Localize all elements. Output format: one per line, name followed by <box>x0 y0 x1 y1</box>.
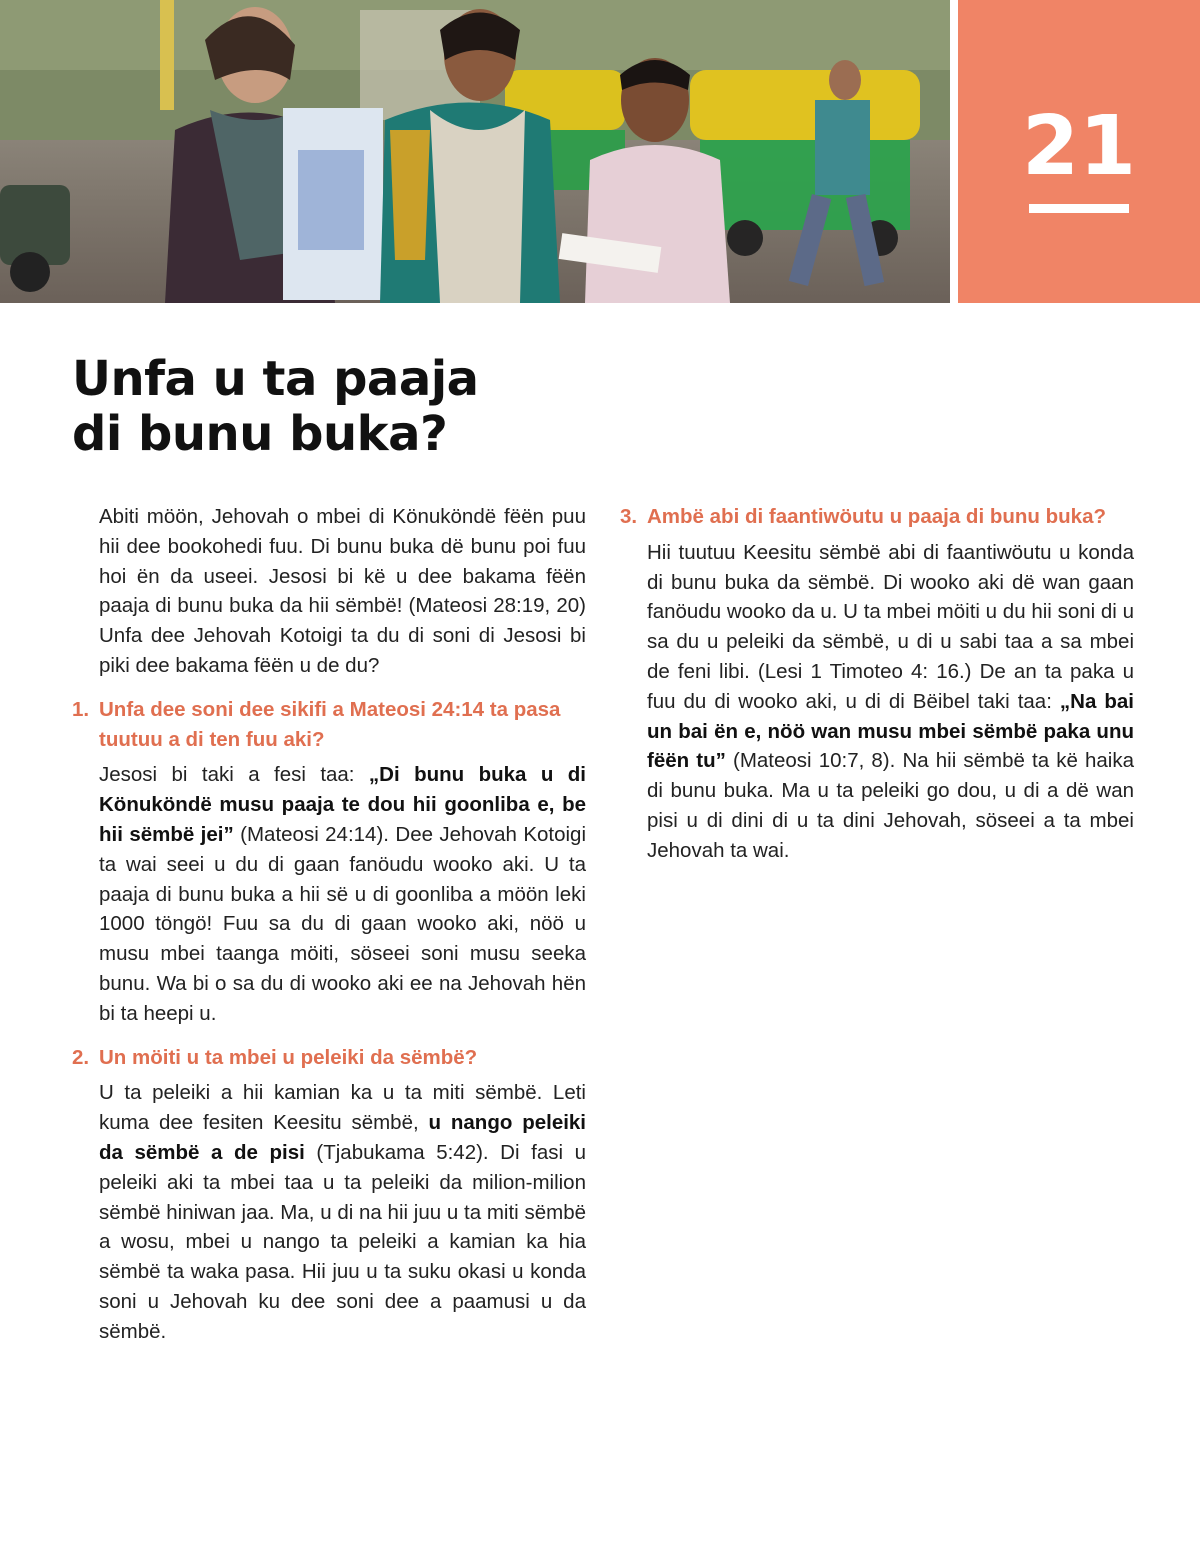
section-1-question <box>72 695 586 755</box>
section-2-number: 2. <box>72 1045 90 1069</box>
page-title <box>72 352 772 462</box>
page-title-line1: Unfa u ta paaja <box>72 351 479 407</box>
section-2-paragraph <box>99 1078 586 1346</box>
section-3-paragraph <box>647 538 1134 866</box>
section-2-text-a: U ta peleiki a hii kamian ka u ta miti sëmbë. Leti kuma dee fesiten Keesitu sëmbë, <box>99 1081 586 1135</box>
header-photo <box>0 0 950 303</box>
section-2-bold-quote: u nango peleiki da sëmbë a de pisi <box>99 1111 587 1164</box>
intro-paragraph: Abiti möön, Jehovah o mbei di Könuköndë fëën puu hii dee bookohedi fuu. Di bunu buka dë bunu poi fuu hoi ën da useei. Jesosi bi kë u dee bakama fëën paaja di bunu buka da hii sëmbë! (Mateosi 28:19, 20) Unfa dee Jehovah Kotoigi ta du di soni di Jesosi bi piki dee bakama fëën u de du? <box>99 505 586 677</box>
section-3-text-b: (Mateosi 10:7, 8). Na hii sëmbë ta kë haika di bunu buka. Ma u ta peleiki go dou, u di a dë wan pisi u di dini di u ta dini Jehovah, söseei a ta mbei Jehovah ta wai. <box>647 749 1135 862</box>
page-title-line2: di bunu buka? <box>72 406 448 462</box>
section-2-question-text: Un möiti u ta mbei u peleiki da sëmbë? <box>99 1045 478 1069</box>
lesson-number: 21 <box>1021 99 1137 194</box>
section-3-bold-quote: „Na bai un bai ën e, nöö wan musu mbei sëmbë paka unu fëën tu” <box>647 689 1134 773</box>
lesson-number-box <box>958 0 1200 303</box>
section-1-number: 1. <box>72 697 90 721</box>
section-1-question-text: Unfa dee soni dee sikifi a Mateosi 24:14 ta pasa tuutuu a di ten fuu aki? <box>99 697 561 751</box>
left-column <box>72 502 586 1361</box>
right-column <box>620 502 1134 880</box>
section-3-question <box>620 502 1134 532</box>
street-ministry-photo-icon <box>0 0 950 303</box>
section-1-text-b: (Mateosi 24:14). Dee Jehovah Kotoigi ta wai seei u du di gaan fanöudu wooko aki. U ta paaja di bunu buka a hii së u di goonliba a möön leki 1000 töngö! Fuu sa du di gaan wooko aki, nöö u musu mbei taanga möiti, söseei soni musu seeka bunu. Wa bi o sa du di wooko aki ee na Jehovah hën bi ta heepi u. <box>99 822 586 1025</box>
section-2-text-b: (Tjabukama 5:42). Di fasi u peleiki aki ta mbei taa u ta peleiki da milion-milion sëmbë hiniwan jaa. Ma, u di na hii juu u ta miti sëmbë a wosu, mbei u nango ta peleiki a kamian ka hia sëmbë ta waka pasa. Hii juu u ta suku okasi u konda soni u Jehovah ku dee soni dee a paamusi u da sëmbë. <box>99 1140 586 1343</box>
section-3-text-a: Hii tuutuu Keesitu sëmbë abi di faantiwöutu u konda di bunu buka da sëmbë. Di wooko aki dë wan gaan fanöudu wooko da u. U ta mbei möiti u du hii soni di u sa du u peleiki da sëmbë, u di u sabi taa a sa mbei de feni libi. (Lesi 1 Timoteo 4: 16.) De an ta paka u fuu du di wooko aki, u di di Bëibel taki taa: <box>647 540 1134 713</box>
section-2-question <box>72 1043 586 1073</box>
section-1-text-a: Jesosi bi taki a fesi taa: <box>99 763 369 787</box>
section-3-question-text: Ambë abi di faantiwöutu u paaja di bunu buka? <box>647 505 1106 528</box>
lesson-number-underline <box>1029 204 1129 213</box>
section-1-bold-quote: „Di bunu buka u di Könuköndë musu paaja te dou hii goonliba e, be hii sëmbë jei” <box>99 763 586 846</box>
section-3-number: 3. <box>620 505 638 528</box>
section-1-paragraph <box>99 760 586 1028</box>
